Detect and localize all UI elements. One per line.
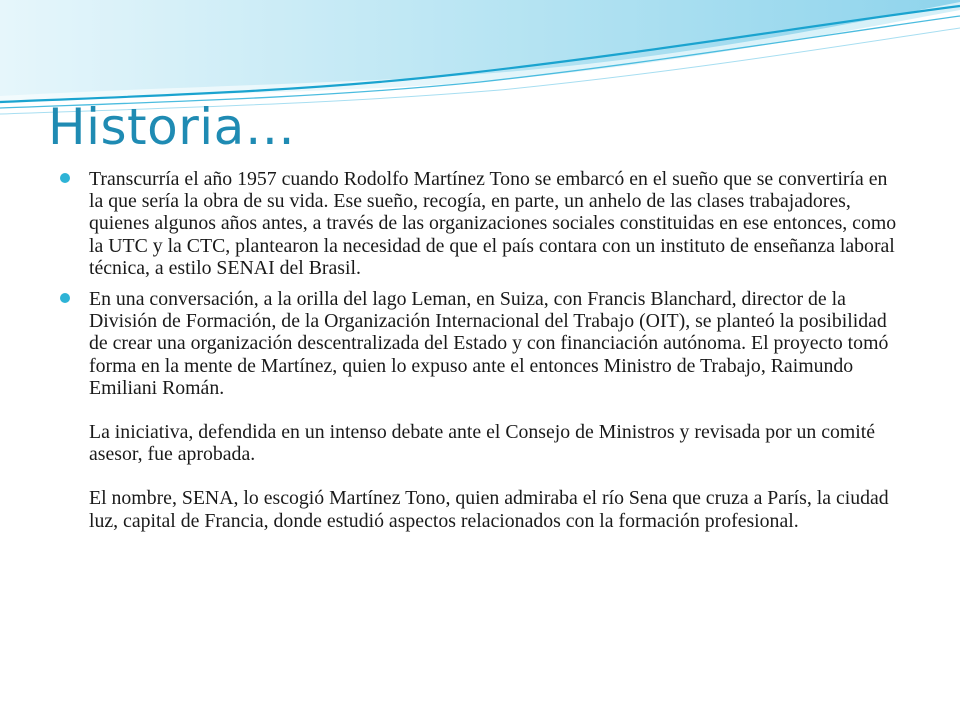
- bullet-list: [60, 168, 900, 541]
- slide-title: Historia…: [48, 98, 296, 156]
- bullet-dot-icon: [60, 293, 70, 303]
- bullet-paragraph: El nombre, SENA, lo escogió Martínez Tono, quien admiraba el río Sena que cruza a París, la ciudad luz, capital de Francia, donde estudió aspectos relacionados con la formación profesional.: [89, 487, 889, 532]
- bullet-paragraph: En una conversación, a la orilla del lago Leman, en Suiza, con Francis Blanchard, director de la División de Formación, de la Organización Internacional del Trabajo (OIT), se planteó la posibilidad de crear una organización descentralizada del Estado y con financiación autónoma. El proyecto tomó forma en la mente de Martínez, quien lo expuso ante el entonces Ministro de Trabajo, Raimundo Emiliani Román.: [89, 288, 889, 399]
- bullet-paragraph: Transcurría el año 1957 cuando Rodolfo Martínez Tono se embarcó en el sueño que se convertiría en la que sería la obra de su vida. Ese sueño, recogía, en parte, un anhelo de las clases trabajadores, quienes algunos años antes, a través de las organizaciones sociales constituidas en ese entonces, como la UTC y la CTC, plantearon la necesidad de que el país contara con un instituto de enseñanza laboral técnica, a estilo SENAI del Brasil.: [89, 168, 897, 279]
- bullet-dot-icon: [60, 173, 70, 183]
- bullet-item-2: [60, 288, 900, 532]
- bullet-item-1: [60, 168, 900, 279]
- bullet-paragraph: La iniciativa, defendida en un intenso debate ante el Consejo de Ministros y revisada por un comité asesor, fue aprobada.: [89, 421, 876, 466]
